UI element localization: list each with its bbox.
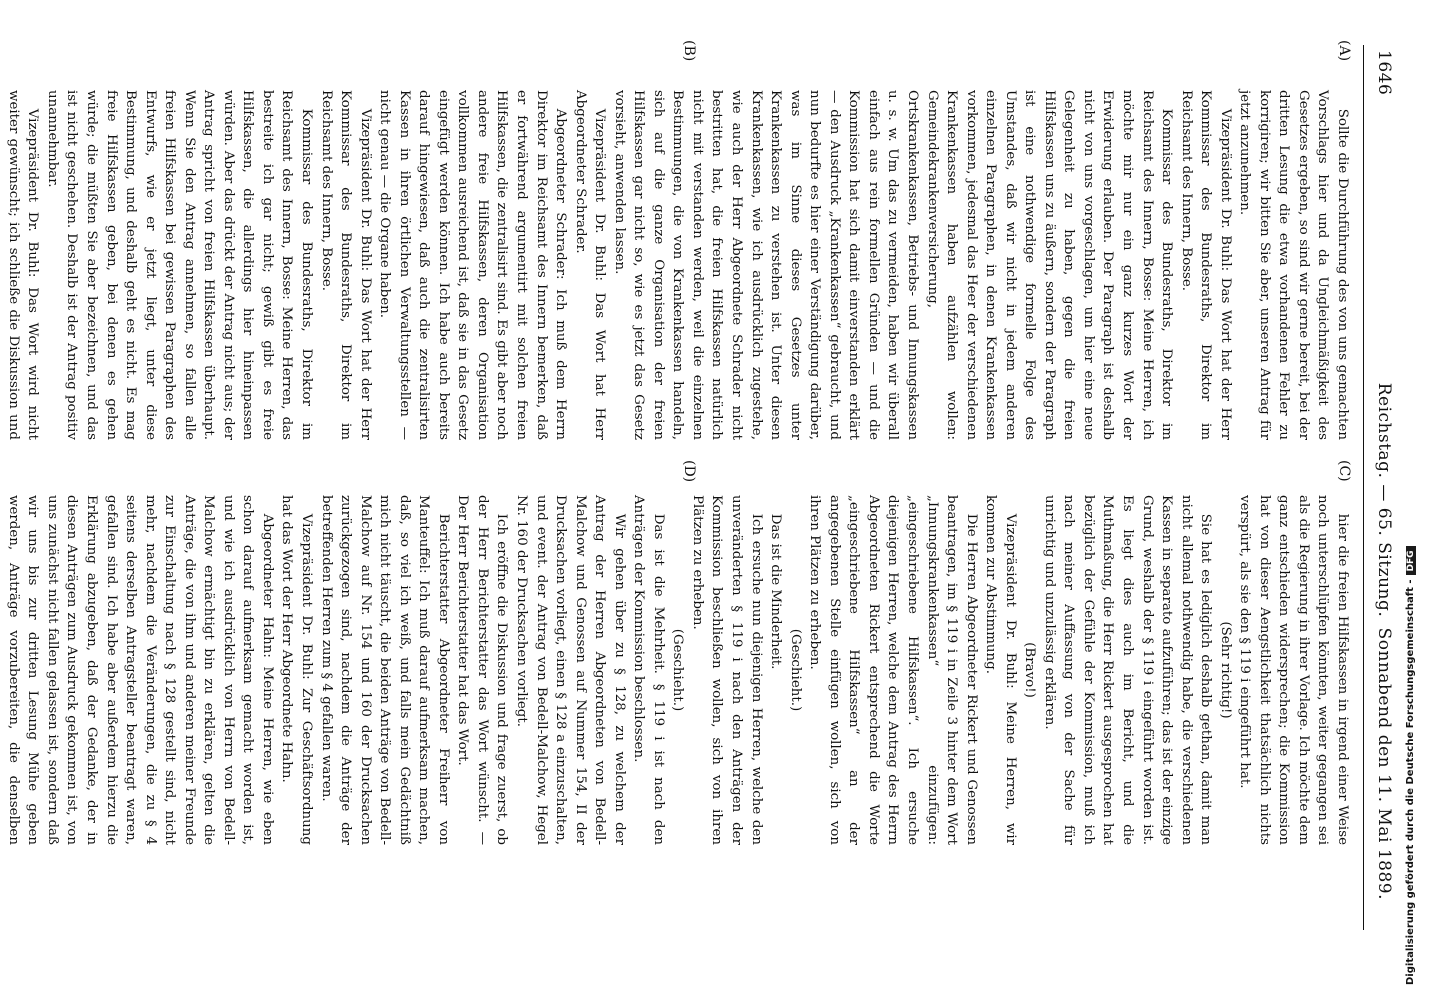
paragraph: Kommissar des Bundesraths, Direktor im Reichsamt des Innern, Bosse: Meine Herren, ich möchte mir nur ein ganz kurzes Wort der Erwiderung erlauben. Der Paragraph ist deshalb nicht von uns vorgeschlagen, um hier eine neue Gelegenheit zu haben, gegen die freien Hilfskassen uns zu äußern, sondern der Paragraph ist eine nothwendige formelle Folge des Umstandes, daß wir nicht in jedem anderen einzelnen Paragraphen, in denen Krankenkassen vorkommen, jedesmal das Heer der verschiedenen Krankenkassen haben aufzählen wollen: Gemeindekrankenversicherung, Ortskrankenkassen, Betriebs- und Innungskassen u. s. w. Um das zu vermeiden, haben wir überall einfach aus rein formellen Gründen — und die Kommission hat sich damit einverstanden erklärt — den Ausdruck „Krankenkassen“ gebraucht, und nun bedurfte es hier einer Verständigung darüber, was im Sinne dieses Gesetzes unter Krankenkassen zu verstehen ist. Unter diesen Krankenkassen, wie ich ausdrücklich zugestehe, wie auch der Herr Abgeordnete Schrader nicht bestritten hat, die freien Hilfskassen natürlich nicht mit verstanden werden, weil die einzelnen Bestimmungen, die von Krankenkassen handeln, sich auf die ganze Organisation der freien Hilfskassen gar nicht so, wie es jetzt das Gesetz vorsieht, anwenden lassen.: [611, 90, 1175, 440]
paragraph: Abgeordneter Schrader: Ich muß dem Herrn Direktor im Reichsamt des Innern bemerken, daß er fortwährend argumentirt mit solchen freien Hilfskassen, die zentralisirt sind. Es gibt aber noch andere freie Hilfskassen, deren Organisation vollkommen ausreichend ist, daß sie in das Gesetz eingefügt werden können. Ich habe auch bereits darauf hingewiesen, daß auch die zentralisirten Kassen in ihren örtlichen Verwaltungsstellen — nicht genau — die Organe haben.: [377, 90, 569, 440]
digitization-text: Digitalisierung gefördert durch die Deutsche Forschungsgemeinschaft -: [1405, 579, 1416, 985]
paragraph: Vizepräsident Dr. Buhl: Das Wort hat Herr Abgeordneter Schrader.: [572, 90, 608, 440]
paragraph: (Geschieht.): [787, 628, 803, 712]
left-column: [0, 90, 1352, 440]
paragraph: Vizepräsident Dr. Buhl: Das Wort hat der Herr Kommissar des Bundesraths, Direktor im Reichsamt des Innern, Bosse.: [318, 90, 373, 440]
paragraph: Vizepräsident Dr. Buhl: Meine Herren, wir kommen zur Abstimmung.: [983, 495, 1018, 845]
paragraph: Berichterstatter Abgeordneter Freiherr von Manteuffel: Ich muß darauf aufmerksam machen, daß, so viel ich weiß, und falls mein Gedächtniß mich nicht täuscht, die beiden Anträge von Bedell-Malchow auf Nr. 154 und 160 der Drucksachen zurückgezogen sind, nachdem die Anträge der betreffenden Herren zum § 4 gefallen waren.: [318, 495, 451, 845]
margin-mark-b: (B): [681, 40, 697, 62]
margin-mark-d: (D): [681, 460, 697, 483]
paragraph: Vizepräsident Dr. Buhl: Zur Geschäftsordnung hat das Wort der Herr Abgeordnete Hahn.: [279, 495, 315, 845]
page-header: [1364, 40, 1394, 960]
margin-mark-a: (A): [1336, 40, 1352, 62]
paragraph: Das ist die Minderheit.: [768, 513, 784, 670]
header-rule: [1363, 45, 1364, 930]
paragraph: Das ist die Mehrheit. § 119 i ist nach den Anträgen der Kommission beschlossen.: [631, 495, 666, 845]
paragraph: Kommissar des Bundesraths, Direktor im Reichsamt des Innern, Bosse: Meine Herren, das bestreite ich gar nicht; gewiß gibt es freie Hilfskassen, die allerdings hier hineinpassen würden. Aber das drückt der Antrag nicht aus; der Antrag spricht von freien Hilfskassen überhaupt. Wenn Sie den Antrag annehmen, so fallen alle freien Hilfskassen bei gewissen Paragraphen des Entwurfs, wie er jetzt liegt, unter diese Bestimmung, und deshalb geht es nicht. Es mag freie Hilfskassen geben, bei denen es gehen würde; die müßten Sie aber bezeichnen, und das ist nicht geschehen. Deshalb ist der Antrag positiv unannehmbar.: [44, 90, 315, 440]
page-number: 1646: [1374, 50, 1394, 96]
paragraph: hier die freien Hilfskassen in irgend einer Weise noch unterschlüpfen könnten, weiter gegangen sei als die Regierung in ihrer Vorlage. Ich möchte dem ganz entschieden widersprechen; die Kommission hat von dieser Aengstlichkeit thatsächlich nichts verspürt, als sie den § 119 i eingeführt hat.: [1237, 495, 1350, 845]
paragraph: Die Herren Abgeordneter Rickert und Genossen beantragen, im § 119 i in Zeile 3 hinter dem Wort „Innungskrankenkassen“ einzufügen: „eingeschriebene Hilfskassen“. Ich ersuche diejenigen Herren, welche dem Antrag des Herrn Abgeordneten Rickert entsprechend die Worte „eingeschriebene Hilfskassen“ an der angegebenen Stelle einfügen wollen, sich von ihren Plätzen zu erheben.: [807, 495, 979, 845]
paragraph: Sollte die Durchführung des von uns gemachten Vorschlags hier und da Ungleichmäßigkeit des Gesetzes ergeben, so sind wir gerne bereit, bei der dritten Lesung die etwa vorhandenen Fehler zu korrigiren; wir bitten Sie aber, unseren Antrag für jetzt anzunehmen.: [1237, 90, 1350, 440]
paragraph: Ich ersuche nun diejenigen Herren, welche den unveränderten § 119 i nach den Anträgen der Kommission beschließen wollen, sich von ihren Plätzen zu erheben.: [689, 495, 764, 845]
paragraph: (Geschieht.): [670, 628, 686, 712]
session-title: Reichstag. — 65. Sitzung.: [1374, 382, 1394, 618]
paragraph: Wir gehen über zu § 128, zu welchem der Antrag der Herren Abgeordneten von Bedell-Malchow und Genossen auf Nummer 154, II der Drucksachen vorliegt, einen § 128 a einzuschalten, und event. der Antrag von Bedell-Malchow, Hegel Nr. 160 der Drucksachen vorliegt.: [514, 495, 627, 845]
paragraph: Abgeordneter Hahn: Meine Herren, wie eben schon darauf aufmerksam gemacht worden ist, und wie ich ausdrücklich von Herrn von Bedell-Malchow ermächtigt bin zu erklären, gelten die Anträge, die von ihm und anderen meiner Freunde zur Einschaltung nach § 128 gestellt sind, nicht mehr, nachdem die Veränderungen, die zu § 4 seitens derselben Antragsteller beantragt waren, gefallen sind. Ich habe aber außerdem hierzu die Erklärung abzugeben, daß der Gedanke, der in diesen Anträgen zum Ausdruck gekommen ist, von uns zunächst nicht fallen gelassen ist, sondern daß wir uns bis zur dritten Lesung Mühe geben werden, Anträge vorzubereiten, die denselben: [5, 495, 275, 845]
session-date: Sonnabend den 11. Mai 1889.: [1374, 627, 1394, 900]
margin-mark-c: (C): [1336, 460, 1352, 482]
dfg-logo: DFG: [1406, 546, 1416, 575]
digitization-note: [1405, 546, 1416, 985]
paragraph: Vizepräsident Dr. Buhl: Das Wort wird nicht weiter gewünscht; ich schließe die Diskussion und: [5, 90, 41, 440]
paragraph: Ich eröffne die Diskussion und frage zuerst, ob der Herr Berichterstatter das Wort wünscht. — Der Herr Berichterstatter hat das Wort.: [455, 495, 510, 845]
paragraph: Vizepräsident Dr. Buhl: Das Wort hat der Herr Kommissar des Bundesraths, Direktor im Reichsamt des Innern, Bosse.: [1178, 90, 1233, 440]
paragraph: (Bravo!): [1022, 642, 1038, 698]
paragraph: (Sehr richtig!): [1217, 621, 1233, 719]
paragraph: Sie hat es lediglich deshalb gethan, damit man nicht allemal nothwendig habe, die verschiedenen Kassen in separato aufzuführen; das ist der einzige Grund, weshalb der § 119 i eingeführt worden ist. Es liegt dies auch im Bericht, und die Muthmaßung, die Herr Rickert ausgesprochen hat bezüglich der Gefühle der Kommission, muß ich nach meiner Auffassung von der Sache für unrichtig und unzulässig erklären.: [1041, 495, 1214, 845]
right-column: [0, 495, 1352, 845]
